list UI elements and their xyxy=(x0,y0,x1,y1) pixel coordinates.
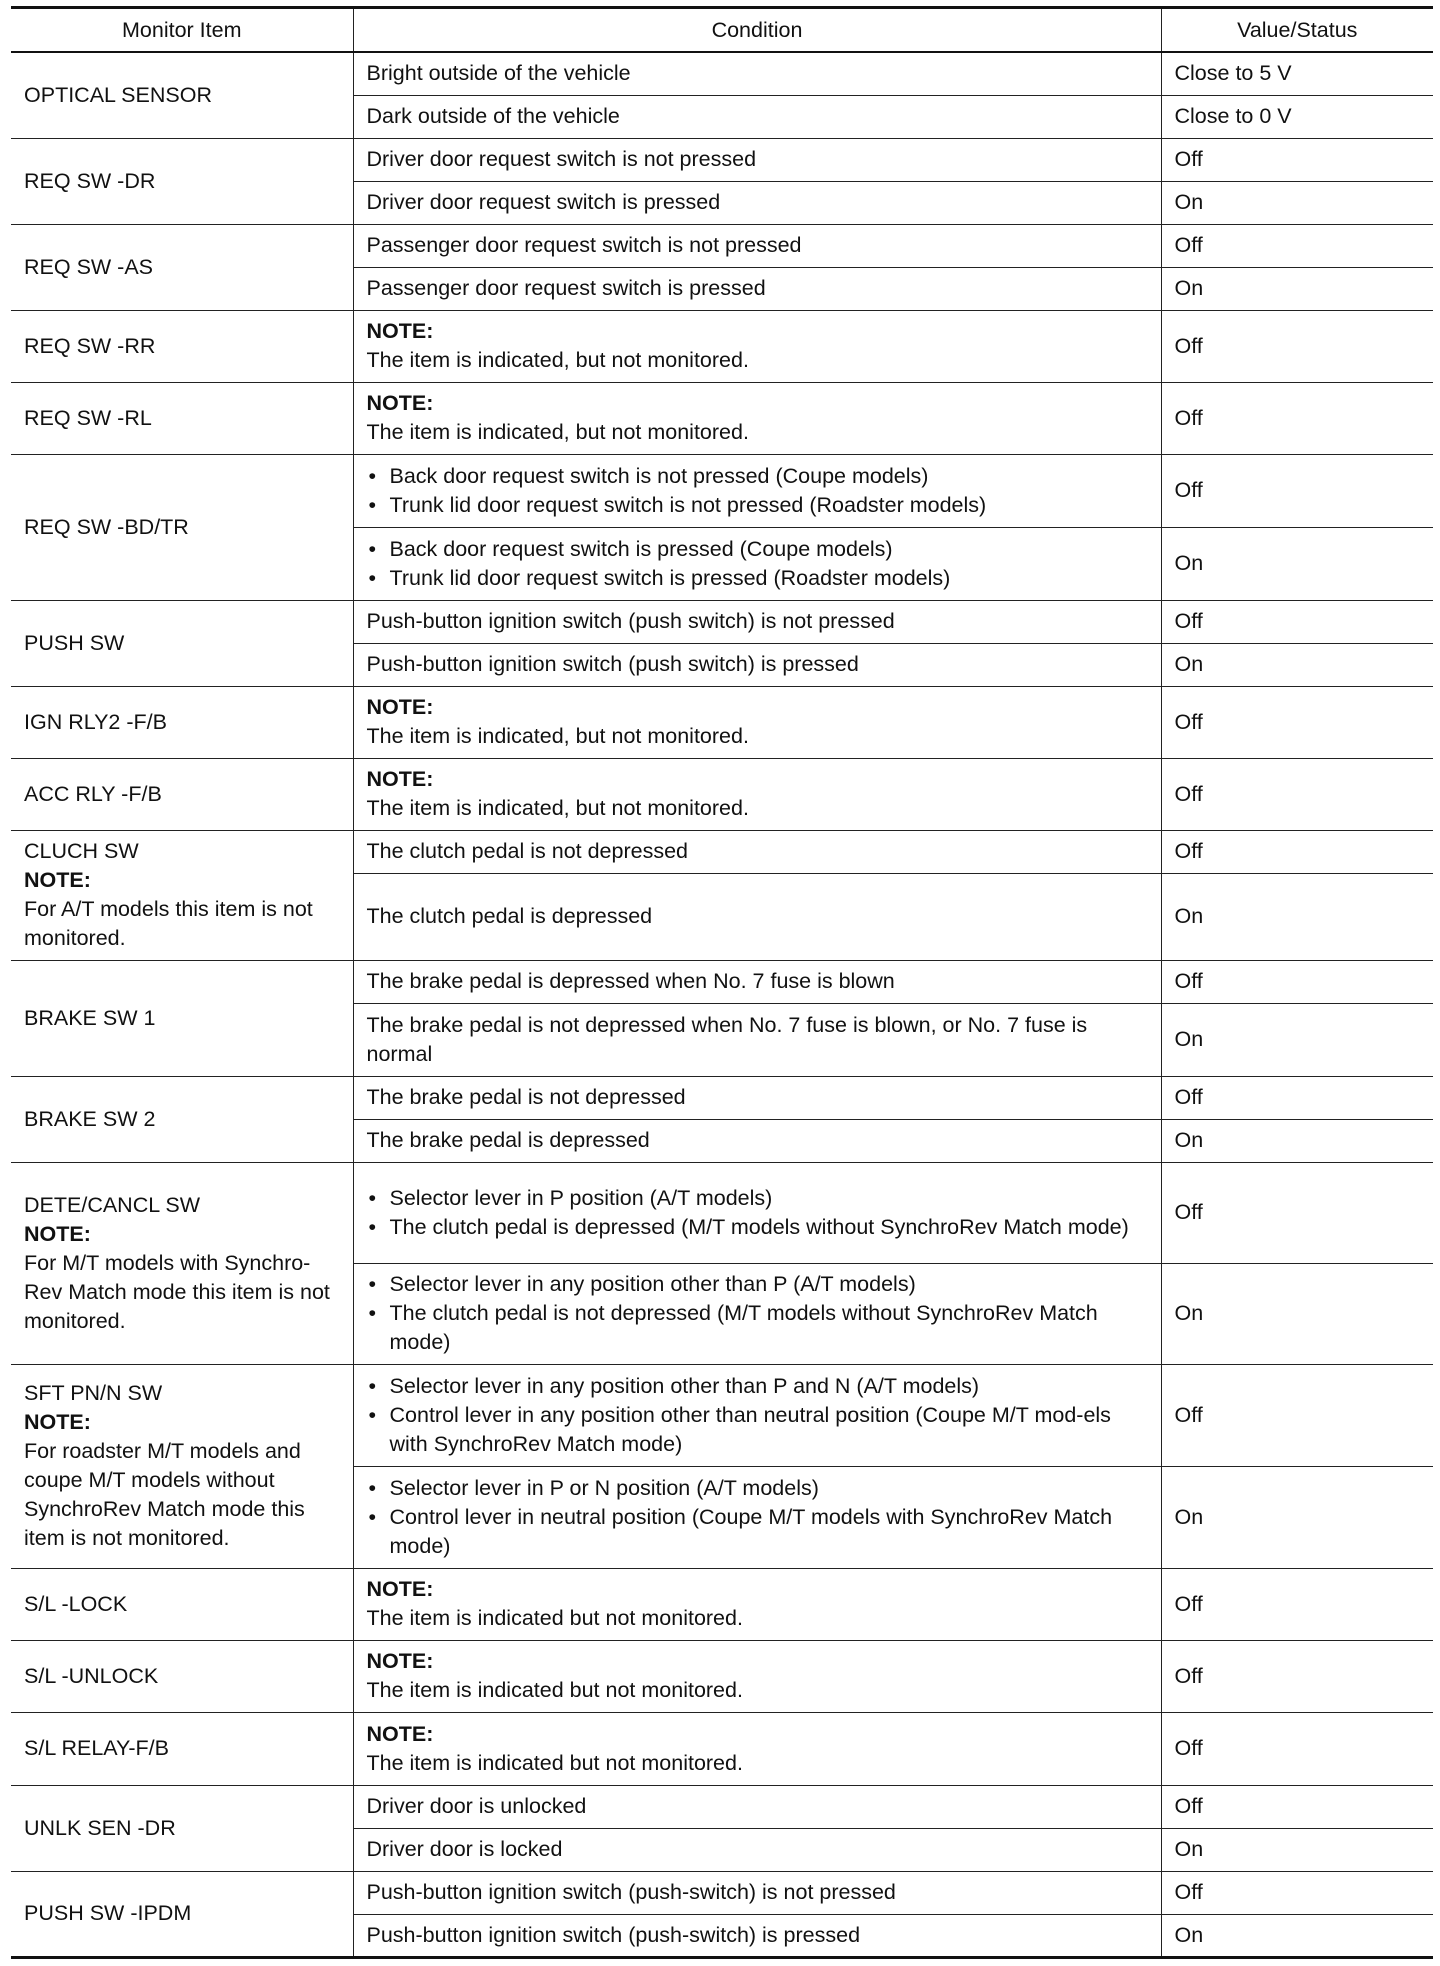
table-row xyxy=(11,52,1433,95)
value-cell: Off xyxy=(1161,138,1433,181)
value-cell: Off xyxy=(1161,830,1433,873)
condition-cell: Driver door is locked xyxy=(353,1828,1161,1871)
monitor-item-name: CLUCH SW xyxy=(24,839,139,863)
condition-list xyxy=(367,1474,1148,1561)
monitor-item-cell: BRAKE SW 1 xyxy=(11,960,353,1076)
note-label: NOTE: xyxy=(24,868,91,892)
list-item xyxy=(367,1503,1148,1561)
condition-cell xyxy=(353,686,1161,758)
note-label: NOTE: xyxy=(366,319,434,343)
monitor-item-cell: ACC RLY -F/B xyxy=(11,758,353,830)
monitor-item-cell: REQ SW -BD/TR xyxy=(11,454,353,600)
condition-list xyxy=(367,535,1148,593)
table-row xyxy=(11,454,1433,527)
table-row xyxy=(11,758,1433,830)
list-item-text: Trunk lid door request switch is not pressed (Roadster models) xyxy=(389,492,987,517)
table-row xyxy=(11,1640,1433,1712)
condition-cell: Dark outside of the vehicle xyxy=(353,95,1161,138)
bullet-icon: • xyxy=(368,492,377,517)
condition-cell: The clutch pedal is not depressed xyxy=(353,830,1161,873)
value-cell: On xyxy=(1161,1466,1433,1568)
monitor-item-cell xyxy=(11,1364,353,1568)
value-cell: Off xyxy=(1161,1076,1433,1119)
value-cell: Off xyxy=(1161,1640,1433,1712)
monitor-item-cell: REQ SW -DR xyxy=(11,138,353,224)
condition-cell: Bright outside of the vehicle xyxy=(353,52,1161,95)
note-text: For roadster M/T models and coupe M/T models without SynchroRev Match mode this item is not monitored. xyxy=(24,1439,305,1550)
condition-cell: Push-button ignition switch (push switch) is pressed xyxy=(353,643,1161,686)
value-cell: Off xyxy=(1161,1712,1433,1785)
note-text: The item is indicated, but not monitored. xyxy=(366,348,749,372)
condition-list xyxy=(367,1184,1148,1242)
note-text: The item is indicated but not monitored. xyxy=(366,1606,743,1630)
list-item-text: Selector lever in P position (A/T models) xyxy=(389,1185,773,1210)
value-cell: On xyxy=(1161,1828,1433,1871)
bullet-icon: • xyxy=(368,536,377,561)
value-cell: Off xyxy=(1161,1785,1433,1828)
list-item xyxy=(367,1184,1148,1213)
table-row xyxy=(11,686,1433,758)
condition-cell xyxy=(353,1466,1161,1568)
condition-list xyxy=(367,1270,1148,1357)
value-cell: Off xyxy=(1161,1871,1433,1914)
bullet-icon: • xyxy=(368,1214,377,1239)
value-cell: On xyxy=(1161,1263,1433,1364)
note-label: NOTE: xyxy=(366,1721,434,1746)
condition-cell: The brake pedal is not depressed xyxy=(353,1076,1161,1119)
note-label: NOTE: xyxy=(366,1649,434,1673)
list-item-text: Trunk lid door request switch is pressed (Roadster models) xyxy=(389,565,951,590)
condition-cell: The brake pedal is depressed when No. 7 fuse is blown xyxy=(353,960,1161,1003)
header-monitor-item: Monitor Item xyxy=(11,8,353,53)
bullet-icon: • xyxy=(368,1475,377,1500)
list-item-text: The clutch pedal is not depressed (M/T models without SynchroRev Match mode) xyxy=(389,1301,1098,1354)
monitor-item-cell: BRAKE SW 2 xyxy=(11,1076,353,1162)
monitor-item-name: SFT PN/N SW xyxy=(24,1381,163,1405)
monitor-item-cell xyxy=(11,1162,353,1364)
value-cell: On xyxy=(1161,267,1433,310)
value-cell: On xyxy=(1161,181,1433,224)
value-cell: Off xyxy=(1161,310,1433,382)
note-label: NOTE: xyxy=(24,1221,91,1246)
value-cell: Off xyxy=(1161,454,1433,527)
condition-cell: Driver door request switch is not pressed xyxy=(353,138,1161,181)
monitor-item-cell: UNLK SEN -DR xyxy=(11,1785,353,1871)
list-item xyxy=(367,564,1148,593)
condition-cell: The brake pedal is depressed xyxy=(353,1119,1161,1162)
table-row xyxy=(11,600,1433,643)
note-text: The item is indicated but not monitored. xyxy=(366,1678,743,1702)
value-cell: Close to 5 V xyxy=(1161,52,1433,95)
bullet-icon: • xyxy=(368,463,377,488)
monitor-item-cell: S/L -LOCK xyxy=(11,1568,353,1640)
note-text: The item is indicated, but not monitored. xyxy=(366,420,749,444)
table-row xyxy=(11,1871,1433,1914)
table-header-row xyxy=(11,8,1433,53)
table-row xyxy=(11,138,1433,181)
condition-cell: Passenger door request switch is not pressed xyxy=(353,224,1161,267)
monitor-item-cell: S/L -UNLOCK xyxy=(11,1640,353,1712)
list-item-text: Selector lever in any position other than P (A/T models) xyxy=(389,1272,916,1296)
condition-cell xyxy=(353,382,1161,454)
monitor-item-cell: OPTICAL SENSOR xyxy=(11,52,353,138)
condition-cell xyxy=(353,1263,1161,1364)
condition-cell xyxy=(353,1640,1161,1712)
list-item-text: Back door request switch is not pressed (Coupe models) xyxy=(389,463,929,488)
monitor-item-cell: PUSH SW xyxy=(11,600,353,686)
condition-cell: Push-button ignition switch (push-switch) is not pressed xyxy=(353,1871,1161,1914)
value-cell: On xyxy=(1161,1003,1433,1076)
value-cell: On xyxy=(1161,873,1433,960)
monitor-item-cell: REQ SW -RL xyxy=(11,382,353,454)
note-label: NOTE: xyxy=(366,1577,434,1601)
list-item xyxy=(367,1270,1148,1299)
list-item xyxy=(367,1474,1148,1503)
condition-cell xyxy=(353,758,1161,830)
value-cell: Off xyxy=(1161,600,1433,643)
table-row xyxy=(11,1364,1433,1466)
list-item xyxy=(367,535,1148,564)
list-item-text: Selector lever in P or N position (A/T models) xyxy=(389,1475,819,1500)
condition-cell xyxy=(353,310,1161,382)
monitor-item-cell: REQ SW -AS xyxy=(11,224,353,310)
condition-cell: The brake pedal is not depressed when No. 7 fuse is blown, or No. 7 fuse is normal xyxy=(353,1003,1161,1076)
list-item xyxy=(367,1213,1148,1242)
value-cell: Off xyxy=(1161,960,1433,1003)
table-row xyxy=(11,1076,1433,1119)
list-item-text: Back door request switch is pressed (Coupe models) xyxy=(389,536,893,561)
value-cell: Off xyxy=(1161,1568,1433,1640)
value-cell: Off xyxy=(1161,1162,1433,1263)
condition-cell: Push-button ignition switch (push-switch) is pressed xyxy=(353,1914,1161,1957)
value-cell: Off xyxy=(1161,224,1433,267)
condition-cell xyxy=(353,1568,1161,1640)
list-item xyxy=(367,462,1148,491)
monitor-item-cell: IGN RLY2 -F/B xyxy=(11,686,353,758)
value-cell: On xyxy=(1161,527,1433,600)
condition-cell xyxy=(353,454,1161,527)
bullet-icon: • xyxy=(368,1272,377,1296)
monitor-item-cell: REQ SW -RR xyxy=(11,310,353,382)
value-cell: Close to 0 V xyxy=(1161,95,1433,138)
condition-list xyxy=(367,462,1148,520)
value-cell: Off xyxy=(1161,758,1433,830)
note-text: The item is indicated, but not monitored. xyxy=(366,796,749,820)
bullet-icon: • xyxy=(368,1402,377,1427)
table-row xyxy=(11,1785,1433,1828)
header-value-status: Value/Status xyxy=(1161,8,1433,53)
value-cell: Off xyxy=(1161,686,1433,758)
monitor-item-table xyxy=(11,6,1433,1959)
bullet-icon: • xyxy=(368,1301,377,1325)
condition-cell xyxy=(353,1162,1161,1263)
monitor-item-cell xyxy=(11,830,353,960)
condition-cell: The clutch pedal is depressed xyxy=(353,873,1161,960)
condition-list xyxy=(367,1372,1148,1459)
list-item-text: The clutch pedal is depressed (M/T models without SynchroRev Match mode) xyxy=(389,1214,1129,1239)
note-label: NOTE: xyxy=(366,767,434,791)
note-label: NOTE: xyxy=(366,695,434,719)
list-item xyxy=(367,1299,1148,1357)
monitor-item-name: DETE/CANCL SW xyxy=(24,1192,200,1217)
note-text: The item is indicated but not monitored. xyxy=(366,1750,743,1775)
note-label: NOTE: xyxy=(366,391,434,415)
value-cell: On xyxy=(1161,643,1433,686)
value-cell: On xyxy=(1161,1914,1433,1957)
bullet-icon: • xyxy=(368,565,377,590)
condition-cell: Driver door is unlocked xyxy=(353,1785,1161,1828)
table-row xyxy=(11,960,1433,1003)
list-item xyxy=(367,491,1148,520)
table-row xyxy=(11,382,1433,454)
monitor-item-cell: S/L RELAY-F/B xyxy=(11,1712,353,1785)
condition-cell xyxy=(353,527,1161,600)
table-row xyxy=(11,310,1433,382)
monitor-table-container xyxy=(11,6,1433,1961)
list-item xyxy=(367,1401,1148,1459)
condition-cell: Push-button ignition switch (push switch) is not pressed xyxy=(353,600,1161,643)
bullet-icon: • xyxy=(368,1185,377,1210)
condition-cell xyxy=(353,1364,1161,1466)
table-row xyxy=(11,1162,1433,1263)
note-label: NOTE: xyxy=(24,1410,91,1434)
condition-cell: Driver door request switch is pressed xyxy=(353,181,1161,224)
table-row xyxy=(11,830,1433,873)
bullet-icon: • xyxy=(368,1504,377,1529)
monitor-item-cell: PUSH SW -IPDM xyxy=(11,1871,353,1957)
value-cell: On xyxy=(1161,1119,1433,1162)
bullet-icon: • xyxy=(368,1373,377,1398)
list-item-text: Control lever in any position other than neutral position (Coupe M/T mod-els with SynchroRev Match mode) xyxy=(389,1402,1111,1456)
table-row xyxy=(11,1568,1433,1640)
condition-cell xyxy=(353,1712,1161,1785)
header-condition: Condition xyxy=(353,8,1161,53)
list-item xyxy=(367,1372,1148,1401)
note-text: For A/T models this item is not monitored. xyxy=(24,897,313,950)
table-row xyxy=(11,224,1433,267)
value-cell: Off xyxy=(1161,382,1433,454)
condition-cell: Passenger door request switch is pressed xyxy=(353,267,1161,310)
list-item-text: Selector lever in any position other than P and N (A/T models) xyxy=(389,1373,980,1398)
list-item-text: Control lever in neutral position (Coupe M/T models with SynchroRev Match mode) xyxy=(389,1504,1113,1558)
value-cell: Off xyxy=(1161,1364,1433,1466)
note-text: For M/T models with Synchro-Rev Match mode this item is not monitored. xyxy=(24,1250,330,1333)
note-text: The item is indicated, but not monitored. xyxy=(366,724,749,748)
table-row xyxy=(11,1712,1433,1785)
